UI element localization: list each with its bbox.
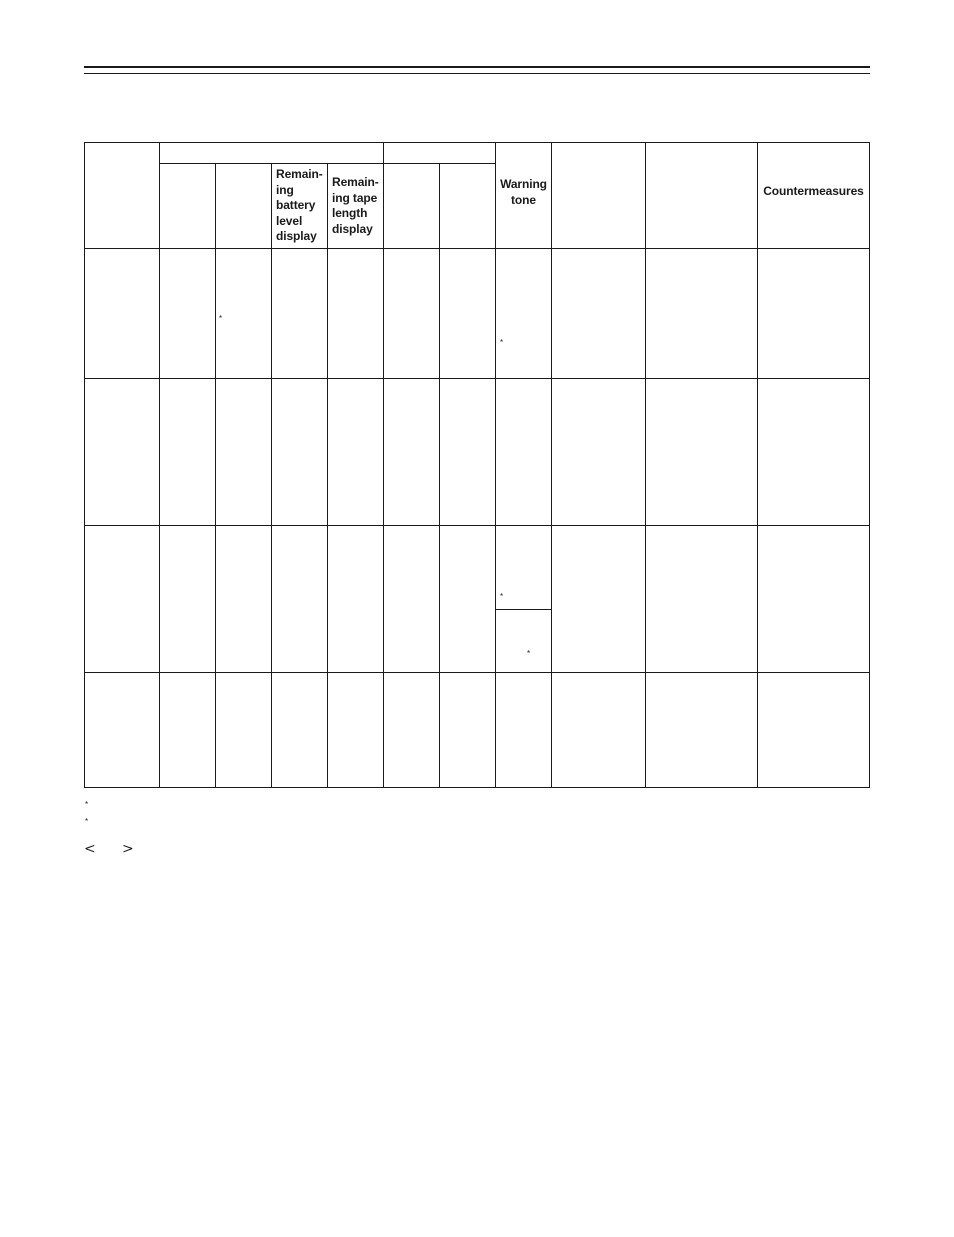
col-border-1 [159,142,160,788]
asterisk-marker: * [500,338,504,347]
col-border-2 [215,163,216,788]
header-warning-tone: Warning tone [500,177,547,207]
col-border-3 [271,163,272,788]
header-countermeasures: Countermeasures [763,184,864,198]
asterisk-marker: * [219,314,223,323]
col-border-6 [439,163,440,788]
footnote-bracket-close: > [122,841,134,857]
asterisk-marker: * [527,649,531,658]
footnote-mark-1: * [85,800,89,809]
header-remaining-tape: Remain- ing tape length display [332,175,379,236]
footnote-mark-2: * [85,817,89,826]
col-border-9 [645,142,646,788]
table-bottom-border [84,787,870,788]
asterisk-marker: * [500,592,504,601]
header-bottom-line [84,248,870,249]
col-border-4 [327,163,328,788]
col-border-8 [551,142,552,788]
warning-tone-split-line [495,609,551,610]
row-divider-1 [84,378,870,379]
col-border-11 [869,142,870,788]
col-border-7 [495,142,496,788]
row-divider-2 [84,525,870,526]
table-top-border [84,142,870,143]
header-remaining-battery: Remain- ing battery level display [276,167,323,243]
row-divider-3 [84,672,870,673]
col-border-0 [84,142,85,788]
col-border-5 [383,142,384,788]
footnote-bracket-open: < [84,841,96,857]
col-border-10 [757,142,758,788]
